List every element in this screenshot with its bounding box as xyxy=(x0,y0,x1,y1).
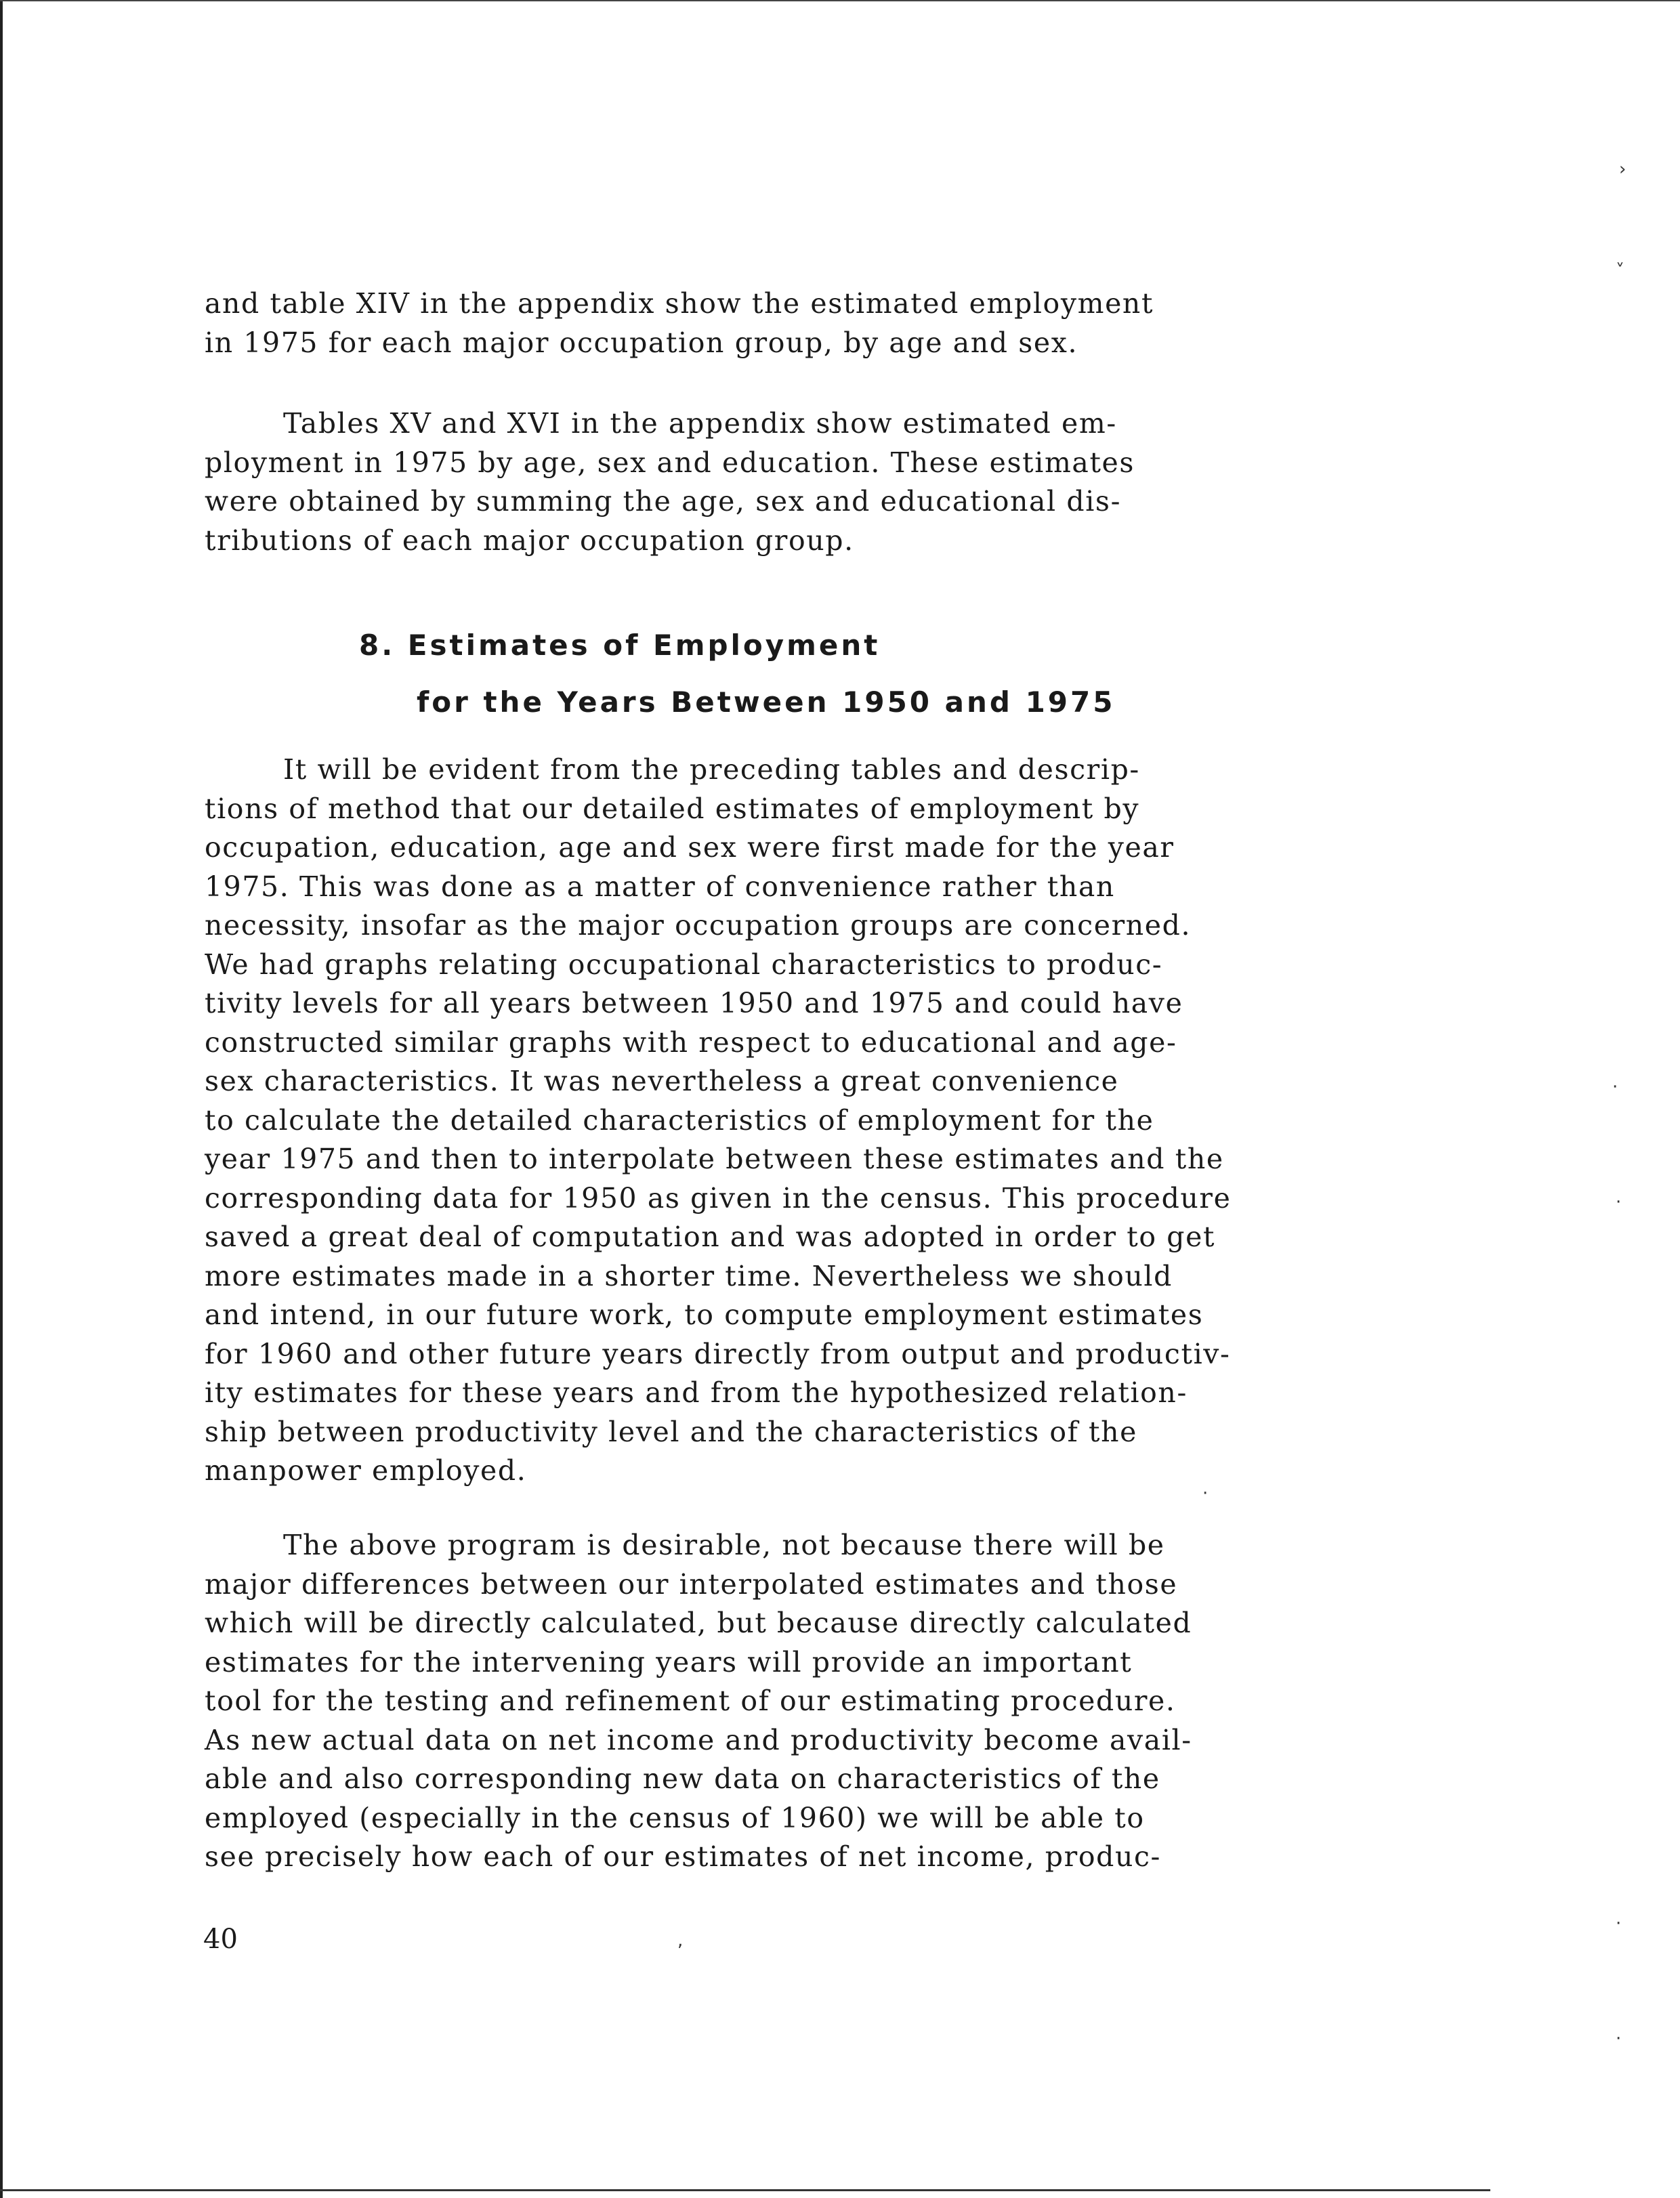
text-line: ship between productivity level and the characteristics of the xyxy=(205,1415,1137,1448)
text-line: tivity levels for all years between 1950 and 1975 and could have xyxy=(205,987,1183,1019)
text-line: corresponding data for 1950 as given in the census. This procedure xyxy=(205,1181,1232,1214)
section-heading-line-1: 8. Estimates of Employment xyxy=(359,629,881,662)
section-heading-line-2: for the Years Between 1950 and 1975 xyxy=(417,685,1116,719)
page-left-edge xyxy=(0,0,3,2198)
paragraph-2 xyxy=(205,404,1383,560)
page-bottom-edge xyxy=(0,2189,1490,2191)
paragraph-1 xyxy=(205,284,1383,362)
text-line: manpower employed. xyxy=(205,1454,527,1487)
text-line: sex characteristics. It was nevertheless a great convenience xyxy=(205,1065,1119,1097)
scan-speck: ˅ xyxy=(1616,261,1624,281)
text-line: It will be evident from the preceding tables and descrip- xyxy=(283,753,1140,786)
text-line: 1975. This was done as a matter of convenience rather than xyxy=(205,870,1115,903)
text-line: to calculate the detailed characteristics of employment for the xyxy=(205,1103,1154,1137)
scan-speck: · xyxy=(1616,1914,1622,1934)
text-line: occupation, education, age and sex were first made for the year xyxy=(205,831,1175,864)
text-line: tool for the testing and refinement of our estimating procedure. xyxy=(205,1685,1176,1717)
text-line: As new actual data on net income and productivity become avail- xyxy=(205,1723,1192,1756)
scan-speck: · xyxy=(1616,2029,1622,2049)
scan-speck: · xyxy=(1616,1192,1622,1212)
text-line: major differences between our interpolated estimates and those xyxy=(205,1567,1178,1601)
scan-speck: › xyxy=(1619,159,1626,179)
text-line: more estimates made in a shorter time. Nevertheless we should xyxy=(205,1259,1173,1292)
text-line: able and also corresponding new data on characteristics of the xyxy=(205,1762,1160,1795)
text-line: The above program is desirable, not because there will be xyxy=(283,1529,1165,1561)
text-line: Tables XV and XVI in the appendix show estimated em- xyxy=(283,407,1117,440)
text-line: and table XIV in the appendix show the estimated employment xyxy=(205,287,1154,320)
text-line: tions of method that our detailed estimates of employment by xyxy=(205,792,1140,825)
text-line: estimates for the intervening years will provide an important xyxy=(205,1645,1133,1678)
text-line: employed (especially in the census of 1960) we will be able to xyxy=(205,1801,1145,1834)
scan-speck: , xyxy=(677,1930,684,1951)
text-line: necessity, insofar as the major occupation groups are concerned. xyxy=(205,909,1192,942)
page-top-edge xyxy=(0,0,1680,1)
paragraph-4 xyxy=(205,1526,1383,1877)
text-line: see precisely how each of our estimates of net income, produc- xyxy=(205,1840,1162,1873)
text-line: ployment in 1975 by age, sex and education. These estimates xyxy=(205,446,1135,479)
text-line: year 1975 and then to interpolate between these estimates and the xyxy=(205,1143,1224,1175)
text-line: ity estimates for these years and from the hypothesized relation- xyxy=(205,1376,1188,1409)
text-line: in 1975 for each major occupation group, by age and sex. xyxy=(205,326,1078,359)
text-line: and intend, in our future work, to compute employment estimates xyxy=(205,1298,1204,1331)
paragraph-3 xyxy=(205,751,1383,1491)
page-number: 40 xyxy=(203,1924,238,1955)
text-line: We had graphs relating occupational characteristics to produc- xyxy=(205,948,1163,981)
text-line: were obtained by summing the age, sex and educational dis- xyxy=(205,485,1122,517)
text-line: tributions of each major occupation group. xyxy=(205,524,854,557)
scan-speck: · xyxy=(1202,1483,1209,1504)
text-line: saved a great deal of computation and was adopted in order to get xyxy=(205,1221,1216,1253)
text-line: for 1960 and other future years directly from output and productiv- xyxy=(205,1337,1231,1370)
text-line: constructed similar graphs with respect to educational and age- xyxy=(205,1026,1177,1059)
scan-speck: · xyxy=(1612,1077,1618,1097)
text-line: which will be directly calculated, but because directly calculated xyxy=(205,1607,1192,1639)
